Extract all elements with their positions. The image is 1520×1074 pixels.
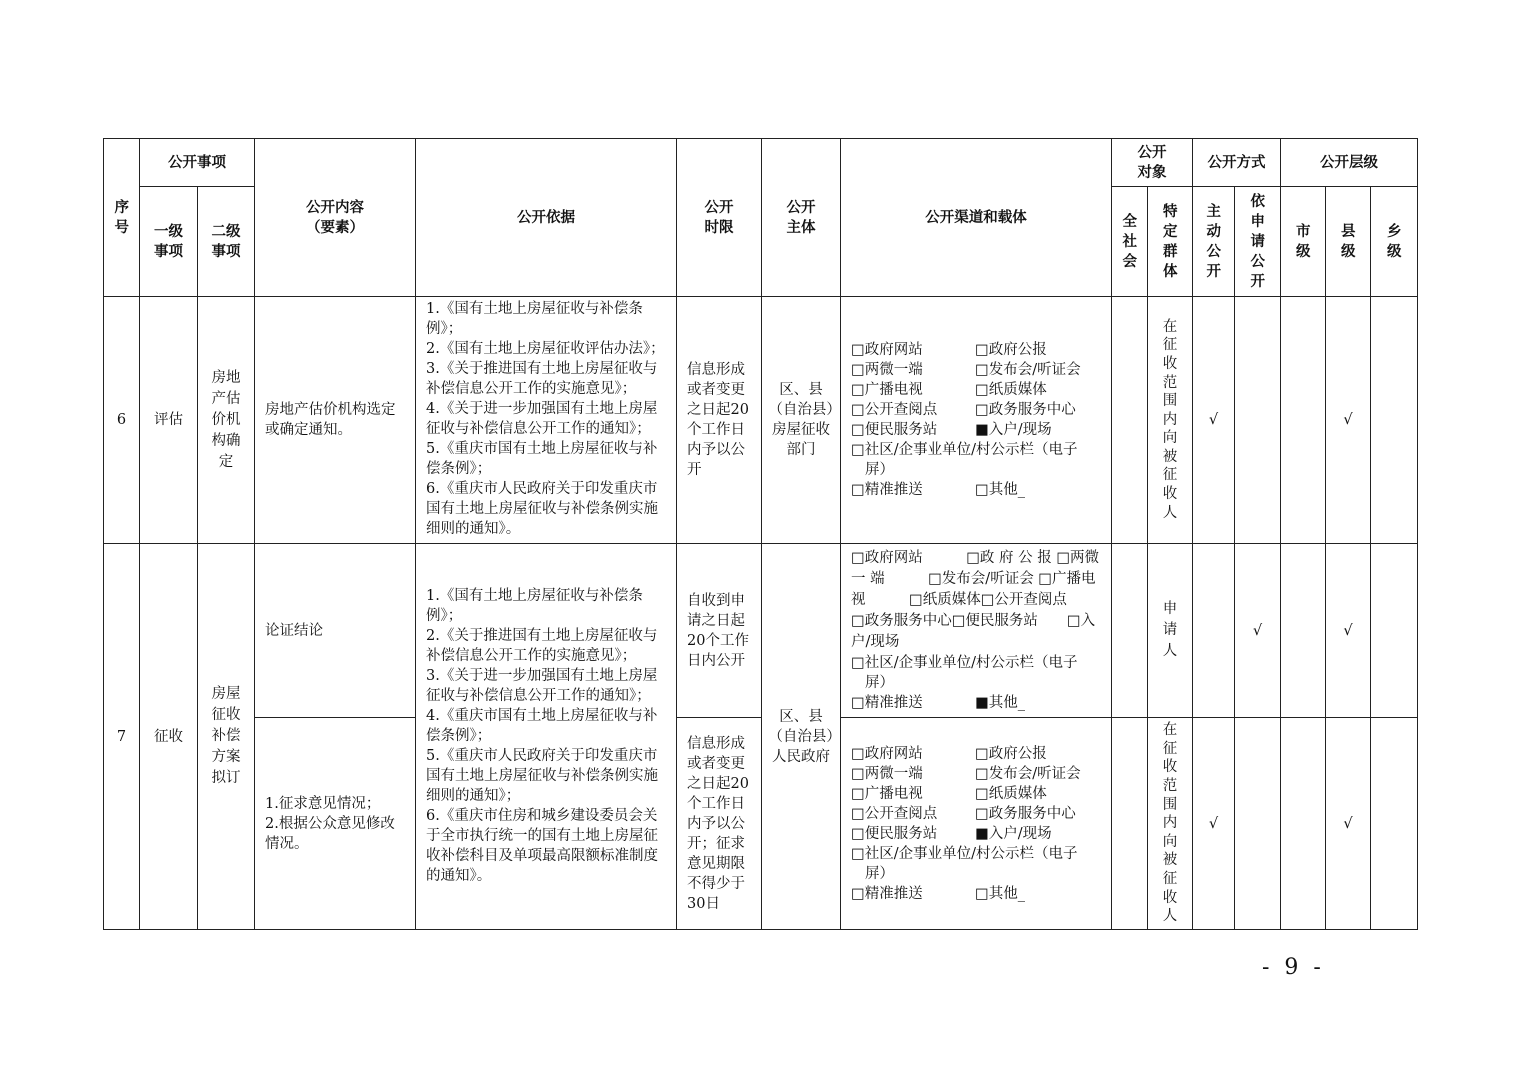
- header-method: 公开方式: [1193, 139, 1281, 187]
- table-row: [104, 544, 1418, 718]
- row6-town: [1371, 297, 1418, 544]
- basis-item: 1.《国有土地上房屋征收与补偿条例》；: [426, 301, 643, 337]
- basis-item: 3.《关于进一步加强国有土地上房屋征收与补偿信息公开工作的通知》；: [426, 667, 658, 704]
- channel-row: □社区/企事业单位/村公示栏（电子: [851, 442, 1078, 458]
- channel-row: □两微一端 □发布会/听证会: [851, 362, 1081, 378]
- row6-active: √: [1193, 297, 1235, 544]
- channel-row: 屏）: [865, 865, 894, 882]
- channel-row: □政府网站 □政府公报: [851, 745, 1047, 762]
- row7a-content: 论证结论: [255, 544, 416, 718]
- header-tier-city: 市级: [1281, 187, 1326, 297]
- page-number: - 9 -: [1262, 955, 1325, 980]
- row6-channels: [841, 297, 1112, 544]
- basis-item: 2.《关于推进国有土地上房屋征收与补偿信息公开工作的实施意见》；: [426, 627, 658, 664]
- row6-level1: 评估: [140, 297, 198, 544]
- header-time-limit: 公开时限: [677, 139, 762, 297]
- row6-content: 房地产估价机构选定或确定通知。: [255, 297, 416, 544]
- header-level1: 一级事项: [140, 187, 198, 297]
- header-method-active: 主动公开: [1193, 187, 1235, 297]
- channel-row: □便民服务站 ■入户/现场: [851, 825, 1052, 842]
- channel-row: □精准推送 □其他_: [851, 885, 1025, 902]
- channel-row: □广播电视 □纸质媒体: [851, 785, 1047, 802]
- row7a-city: [1281, 544, 1326, 718]
- row7b-time-limit: 信息形成或者变更之日起20个工作日内予以公开；征求意见期限不得少于30日: [677, 718, 762, 930]
- header-content: 公开内容 （要素）: [255, 139, 416, 297]
- row7b-active: √: [1193, 718, 1235, 930]
- table-row: [104, 297, 1418, 544]
- header-tier-town: 乡级: [1371, 187, 1418, 297]
- header-channels: 公开渠道和载体: [841, 139, 1112, 297]
- header-target-specific: 特定群体: [1148, 187, 1193, 297]
- channel-row: □公开查阅点 □政务服务中心: [851, 805, 1076, 822]
- basis-item: 4.《关于进一步加强国有土地上房屋征收与补偿信息公开工作的通知》；: [426, 401, 658, 437]
- row6-seq: 6: [104, 297, 140, 544]
- header-method-request: 依申请公开: [1235, 187, 1281, 297]
- row7a-target-all: [1112, 544, 1148, 718]
- row7b-town: [1371, 718, 1418, 930]
- header-subject: 公开主体: [762, 139, 841, 297]
- row7b-city: [1281, 718, 1326, 930]
- basis-item: 6.《重庆市住房和城乡建设委员会关于全市执行统一的国有土地上房屋征收补偿科目及单项最高限额标准制度的通知》。: [426, 807, 658, 884]
- channel-row: □精准推送 ■其他_: [851, 695, 1025, 711]
- channel-row: □社区/企事业单位/村公示栏（电子: [851, 845, 1078, 862]
- row7a-target-specific: 申请人: [1148, 544, 1193, 718]
- disclosure-table: [103, 138, 1418, 930]
- channel-row: □政府网站 □政府公报: [851, 342, 1047, 358]
- channel-row: □公开查阅点 □政务服务中心: [851, 402, 1076, 418]
- basis-item: 6.《重庆市人民政府关于印发重庆市国有土地上房屋征收与补偿条例实施细则的通知》。: [426, 481, 658, 537]
- row7b-target-all: [1112, 718, 1148, 930]
- row7a-active: [1193, 544, 1235, 718]
- channel-row: □便民服务站 ■入户/现场: [851, 422, 1052, 438]
- row7a-county: √: [1326, 544, 1371, 718]
- row6-request: [1235, 297, 1281, 544]
- basis-item: 4.《重庆市国有土地上房屋征收与补偿条例》；: [426, 707, 658, 744]
- row7-subject: 区、县（自治县）人民政府: [762, 544, 841, 930]
- channel-row: 屏）: [865, 462, 894, 478]
- row7a-town: [1371, 544, 1418, 718]
- basis-item: 1.《国有土地上房屋征收与补偿条例》；: [426, 587, 643, 624]
- row7b-target-specific: 在征收范围内向被征收人: [1148, 718, 1193, 930]
- header-target-all: 全社会: [1112, 187, 1148, 297]
- basis-item: 2.《国有土地上房屋征收评估办法》；: [426, 341, 665, 357]
- header-basis: 公开依据: [416, 139, 677, 297]
- row6-subject: 区、县（自治县）房屋征收部门: [762, 297, 841, 544]
- row6-basis: [416, 297, 677, 544]
- row6-time-limit: 信息形成或者变更之日起20个工作日内予以公开: [677, 297, 762, 544]
- row7-level2: 房屋征收补偿方案拟订: [198, 544, 255, 930]
- header-items: 公开事项: [140, 139, 255, 187]
- row7a-time-limit: 自收到申请之日起20个工作日内公开: [677, 544, 762, 718]
- channel-row: 屏）: [865, 675, 894, 691]
- channel-row: □社区/企事业单位/村公示栏（电子: [851, 655, 1078, 671]
- row6-level2: 房地产估价机构确定: [198, 297, 255, 544]
- row7-basis: [416, 544, 677, 930]
- row6-target-all: [1112, 297, 1148, 544]
- basis-item: 5.《重庆市人民政府关于印发重庆市国有土地上房屋征收与补偿条例实施细则的通知》；: [426, 747, 658, 804]
- channel-row: □两微一端 □发布会/听证会: [851, 765, 1081, 782]
- row7-level1: 征收: [140, 544, 198, 930]
- header-seq: 序号: [104, 139, 140, 297]
- table-row: [104, 718, 1418, 930]
- row7b-content: 1.征求意见情况； 2.根据公众意见修改情况。: [255, 718, 416, 930]
- channel-row: □精准推送 □其他_: [851, 482, 1025, 498]
- row6-city: [1281, 297, 1326, 544]
- row7a-request: √: [1235, 544, 1281, 718]
- row7b-county: √: [1326, 718, 1371, 930]
- header-target: 公开对象: [1112, 139, 1193, 187]
- row7b-request: [1235, 718, 1281, 930]
- row7-seq: 7: [104, 544, 140, 930]
- basis-item: 3.《关于推进国有土地上房屋征收与补偿信息公开工作的实施意见》；: [426, 361, 658, 397]
- row6-target-specific: 在征收范围内向被征收人: [1148, 297, 1193, 544]
- header-tier: 公开层级: [1281, 139, 1418, 187]
- header-level2: 二级事项: [198, 187, 255, 297]
- row7a-channels: □政府网站 □政 府 公 报 □两微 一 端 □发布会/听证会 □广播电视 □纸质媒体□公开查阅点 □政务服务中心□便民服务站 □入户/现场 □社区/企事业单位/村公示栏（电子 屏） □精准推送 ■其他_: [841, 544, 1112, 718]
- channel-row: □广播电视 □纸质媒体: [851, 382, 1047, 398]
- row7b-channels: [841, 718, 1112, 930]
- basis-item: 5.《重庆市国有土地上房屋征收与补偿条例》；: [426, 441, 658, 477]
- header-tier-county: 县级: [1326, 187, 1371, 297]
- row6-county: √: [1326, 297, 1371, 544]
